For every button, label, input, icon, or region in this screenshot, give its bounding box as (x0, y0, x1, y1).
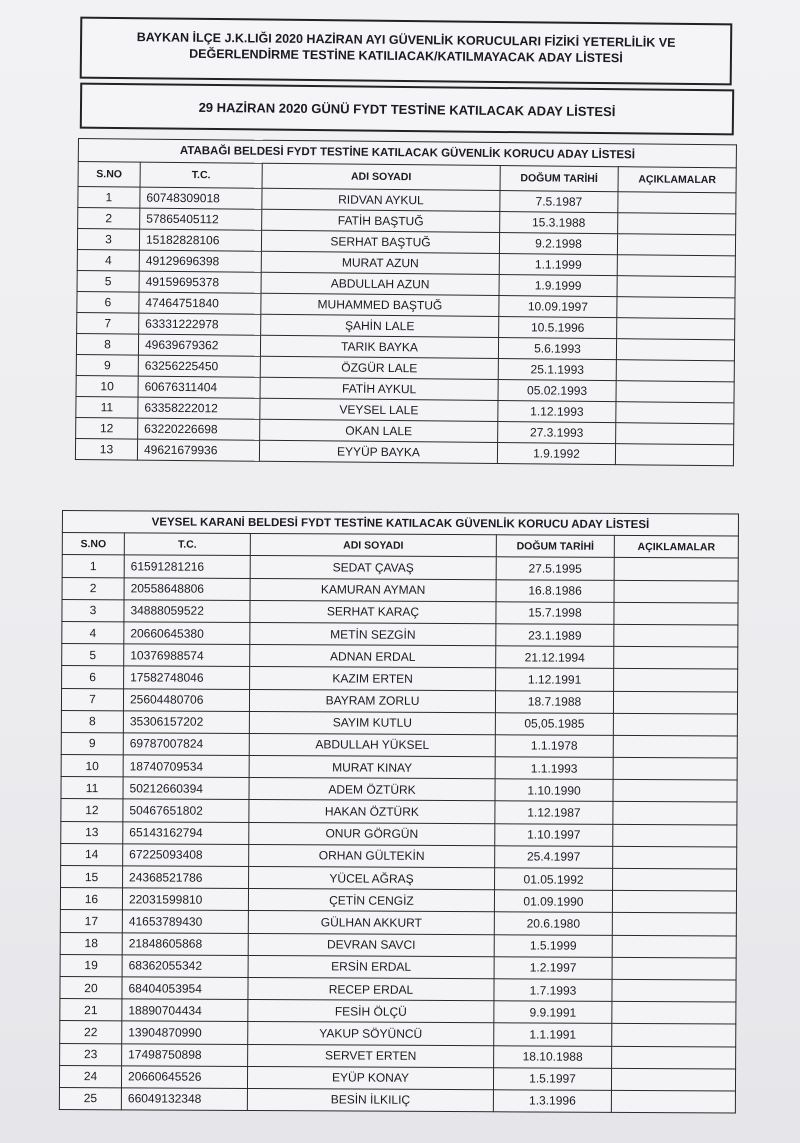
cell-notes (614, 624, 738, 647)
cell-notes (613, 802, 737, 825)
cell-name: HAKAN ÖZTÜRK (249, 800, 495, 823)
cell-dob: 1.5.1999 (494, 934, 612, 957)
cell-name: SEDAT ÇAVAŞ (250, 556, 496, 579)
cell-dob: 1.1.1991 (494, 1023, 612, 1046)
cell-tc: 50212660394 (123, 777, 249, 800)
header-sno: S.NO (78, 162, 140, 188)
cell-dob: 5.6.1993 (498, 338, 616, 360)
cell-notes (614, 558, 738, 581)
cell-dob: 1.9.1992 (497, 443, 615, 465)
cell-name: ORHAN GÜLTEKİN (249, 844, 495, 867)
cell-name: FATİH BAŞTUĞ (262, 209, 500, 232)
cell-name: ADEM ÖZTÜRK (249, 778, 495, 801)
cell-dob: 9.2.1998 (499, 233, 617, 255)
cell-notes (613, 780, 737, 803)
cell-sno: 2 (62, 577, 124, 600)
cell-name: TARIK BAYKA (260, 335, 498, 358)
cell-dob: 25.4.1997 (495, 846, 613, 869)
cell-notes (618, 213, 736, 235)
cell-tc: 66049132348 (121, 1088, 247, 1111)
cell-sno: 5 (62, 644, 124, 667)
cell-sno: 24 (59, 1065, 121, 1088)
cell-sno: 25 (59, 1087, 121, 1110)
cell-tc: 15182828106 (139, 229, 261, 251)
cell-dob: 27.5.1995 (496, 557, 614, 580)
cell-notes (613, 713, 737, 736)
cell-notes (614, 580, 738, 603)
cell-tc: 24368521786 (123, 866, 249, 889)
atabagi-candidate-table (75, 138, 737, 466)
cell-sno: 7 (77, 312, 139, 334)
cell-sno: 3 (77, 229, 139, 251)
cell-sno: 6 (77, 291, 139, 313)
cell-notes (611, 1090, 735, 1113)
cell-tc: 69787007824 (123, 733, 249, 756)
table-row (59, 1087, 735, 1113)
cell-sno: 3 (62, 599, 124, 622)
cell-notes (612, 935, 736, 958)
cell-name: RECEP ERDAL (248, 977, 494, 1000)
cell-sno: 1 (78, 187, 140, 209)
cell-notes (616, 381, 734, 403)
cell-notes (612, 913, 736, 936)
cell-name: KAMURAN AYMAN (250, 578, 496, 601)
cell-sno: 8 (61, 710, 123, 733)
cell-notes (613, 824, 737, 847)
cell-dob: 1.9.1999 (499, 275, 617, 297)
cell-sno: 1 (62, 555, 124, 578)
cell-notes (612, 957, 736, 980)
cell-sno: 22 (60, 1021, 122, 1044)
cell-notes (612, 891, 736, 914)
cell-name: MURAT KINAY (249, 756, 495, 779)
cell-tc: 49129696398 (139, 250, 261, 272)
cell-name: SERVET ERTEN (248, 1044, 494, 1067)
cell-tc: 57865405112 (140, 208, 262, 230)
cell-dob: 1.1.1993 (495, 757, 613, 780)
cell-notes (617, 297, 735, 319)
cell-dob: 7.5.1987 (500, 191, 618, 213)
cell-tc: 47464751840 (139, 292, 261, 314)
cell-notes (617, 318, 735, 340)
cell-tc: 60676311404 (138, 376, 260, 398)
cell-name: EYYÜP BAYKA (259, 440, 497, 463)
cell-notes (618, 192, 736, 214)
cell-sno: 19 (60, 954, 122, 977)
cell-sno: 12 (61, 799, 123, 822)
cell-sno: 6 (62, 666, 124, 689)
cell-name: ONUR GÖRGÜN (249, 822, 495, 845)
cell-name: METİN SEZGİN (250, 622, 496, 645)
cell-name: ABDULLAH YÜKSEL (249, 733, 495, 756)
cell-sno: 7 (61, 688, 123, 711)
cell-dob: 15.3.1988 (500, 212, 618, 234)
cell-tc: 10376988574 (124, 644, 250, 667)
cell-sno: 14 (61, 843, 123, 866)
cell-name: VEYSEL LALE (260, 398, 498, 421)
cell-sno: 13 (61, 821, 123, 844)
cell-tc: 17582748046 (124, 666, 250, 689)
cell-name: RIDVAN AYKUL (262, 188, 500, 211)
cell-tc: 67225093408 (123, 844, 249, 867)
cell-name: SAYIM KUTLU (249, 711, 495, 734)
cell-tc: 13904870990 (122, 1021, 248, 1044)
document-subtitle-box (80, 83, 734, 136)
cell-dob: 18.7.1988 (495, 690, 613, 713)
header-tc: T.C. (124, 533, 250, 556)
table-caption: VEYSEL KARANİ BELDESİ FYDT TESTİNE KATILACAK GÜVENLİK KORUCU ADAY LİSTESİ (62, 511, 738, 537)
cell-dob: 1.12.1987 (495, 801, 613, 824)
cell-name: MUHAMMED BAŞTUĞ (261, 293, 499, 316)
cell-dob: 1.5.1997 (493, 1067, 611, 1090)
table-caption: ATABAĞI BELDESİ FYDT TESTİNE KATILACAK GÜVENLİK KORUCU ADAY LİSTESİ (78, 139, 736, 168)
cell-dob: 05,05.1985 (495, 712, 613, 735)
cell-name: FATİH AYKUL (260, 377, 498, 400)
cell-notes (613, 868, 737, 891)
document-subtitle: 29 HAZİRAN 2020 GÜNÜ FYDT TESTİNE KATILACAK ADAY LİSTESİ (198, 99, 616, 120)
cell-dob: 1.7.1993 (494, 979, 612, 1002)
cell-tc: 41653789430 (122, 910, 248, 933)
cell-dob: 18.10.1988 (494, 1045, 612, 1068)
cell-notes (612, 1024, 736, 1047)
cell-name: MURAT AZUN (261, 251, 499, 274)
header-tc: T.C. (140, 162, 262, 188)
cell-sno: 10 (76, 375, 138, 397)
cell-name: EYÜP KONAY (247, 1066, 493, 1089)
cell-tc: 18740709534 (123, 755, 249, 778)
cell-tc: 50467651802 (123, 799, 249, 822)
cell-sno: 21 (60, 999, 122, 1022)
cell-name: YÜCEL AĞRAŞ (249, 866, 495, 889)
cell-dob: 15.7.1998 (496, 602, 614, 625)
cell-dob: 21.12.1994 (496, 646, 614, 669)
cell-notes (616, 360, 734, 382)
cell-sno: 13 (75, 438, 137, 460)
cell-sno: 23 (60, 1043, 122, 1066)
cell-sno: 9 (61, 732, 123, 755)
cell-tc: 34888059522 (124, 600, 250, 623)
cell-notes (617, 255, 735, 277)
cell-tc: 20660645526 (121, 1066, 247, 1089)
cell-notes (613, 846, 737, 869)
cell-dob: 1.1.1978 (495, 735, 613, 758)
cell-sno: 11 (76, 396, 138, 418)
cell-dob: 1.12.1993 (498, 401, 616, 423)
cell-sno: 11 (61, 777, 123, 800)
cell-notes (616, 423, 734, 445)
cell-notes (611, 1068, 735, 1091)
veysel-karani-candidate-table (59, 510, 739, 1114)
cell-tc: 49159695378 (139, 271, 261, 293)
cell-dob: 23.1.1989 (496, 624, 614, 647)
cell-name: FESİH ÖLÇÜ (248, 1000, 494, 1023)
cell-dob: 20.6.1980 (494, 912, 612, 935)
cell-name: ÖZGÜR LALE (260, 356, 498, 379)
cell-dob: 01.09.1990 (494, 890, 612, 913)
cell-notes (612, 1046, 736, 1069)
cell-notes (614, 647, 738, 670)
cell-name: ŞAHİN LALE (261, 314, 499, 337)
cell-tc: 63358222012 (138, 397, 260, 419)
cell-name: SERHAT KARAÇ (250, 600, 496, 623)
cell-tc: 49639679362 (138, 334, 260, 356)
cell-tc: 63220226698 (138, 418, 260, 440)
cell-dob: 16.8.1986 (496, 579, 614, 602)
cell-name: GÜLHAN AKKURT (248, 911, 494, 934)
cell-tc: 17498750898 (122, 1043, 248, 1066)
cell-dob: 05.02.1993 (498, 380, 616, 402)
cell-dob: 1.3.1996 (493, 1090, 611, 1113)
cell-sno: 15 (61, 865, 123, 888)
cell-dob: 01.05.1992 (495, 868, 613, 891)
cell-sno: 9 (76, 354, 138, 376)
cell-tc: 60748309018 (140, 187, 262, 209)
cell-name: SERHAT BAŞTUĞ (261, 230, 499, 253)
cell-tc: 68362055342 (122, 955, 248, 978)
cell-notes (613, 757, 737, 780)
cell-tc: 25604480706 (123, 688, 249, 711)
cell-tc: 22031599810 (122, 888, 248, 911)
cell-tc: 20660645380 (124, 622, 250, 645)
cell-tc: 63256225450 (138, 355, 260, 377)
cell-sno: 8 (76, 333, 138, 355)
header-notes: AÇIKLAMALAR (614, 536, 738, 559)
header-name: ADI SOYADI (250, 534, 496, 557)
cell-notes (616, 339, 734, 361)
cell-name: BESİN İLKILIÇ (247, 1088, 493, 1111)
cell-notes (617, 234, 735, 256)
cell-notes (613, 691, 737, 714)
header-dob: DOĞUM TARİHİ (500, 166, 618, 192)
cell-notes (616, 402, 734, 424)
cell-name: YAKUP SÖYÜNCÜ (248, 1022, 494, 1045)
cell-tc: 49621679936 (137, 439, 259, 461)
cell-sno: 16 (60, 888, 122, 911)
header-name: ADI SOYADI (262, 163, 500, 190)
cell-sno: 5 (77, 270, 139, 292)
title-line-2: DEĞERLENDİRME TESTİNE KATILIACAK/KATILMAYACAK ADAY LİSTESİ (189, 46, 623, 66)
cell-sno: 4 (62, 621, 124, 644)
cell-notes (612, 1002, 736, 1025)
cell-name: DEVRAN SAVCI (248, 933, 494, 956)
cell-name: ADNAN ERDAL (250, 645, 496, 668)
cell-name: OKAN LALE (260, 419, 498, 442)
cell-name: ÇETİN CENGİZ (248, 889, 494, 912)
cell-dob: 10.5.1996 (499, 317, 617, 339)
cell-sno: 10 (61, 755, 123, 778)
cell-dob: 27.3.1993 (498, 422, 616, 444)
cell-dob: 1.12.1991 (496, 668, 614, 691)
cell-name: BAYRAM ZORLU (249, 689, 495, 712)
cell-name: KAZIM ERTEN (250, 667, 496, 690)
cell-dob: 1.1.1999 (499, 254, 617, 276)
cell-notes (612, 979, 736, 1002)
cell-notes (613, 735, 737, 758)
cell-tc: 68404053954 (122, 977, 248, 1000)
cell-dob: 10.09.1997 (499, 296, 617, 318)
cell-notes (617, 276, 735, 298)
cell-dob: 1.10.1990 (495, 779, 613, 802)
header-dob: DOĞUM TARİHİ (496, 535, 614, 558)
cell-sno: 18 (60, 932, 122, 955)
cell-name: ERSİN ERDAL (248, 955, 494, 978)
header-sno: S.NO (62, 533, 124, 556)
cell-sno: 17 (60, 910, 122, 933)
cell-notes (614, 602, 738, 625)
cell-notes (615, 444, 733, 466)
header-notes: AÇIKLAMALAR (618, 167, 736, 193)
cell-tc: 61591281216 (124, 555, 250, 578)
cell-sno: 12 (76, 417, 138, 439)
cell-dob: 9.9.1991 (494, 1001, 612, 1024)
cell-tc: 65143162794 (123, 821, 249, 844)
cell-sno: 4 (77, 249, 139, 271)
cell-dob: 25.1.1993 (498, 359, 616, 381)
document-title-box (80, 17, 733, 86)
cell-notes (614, 669, 738, 692)
cell-tc: 63331222978 (139, 313, 261, 335)
cell-tc: 20558648806 (124, 577, 250, 600)
cell-name: ABDULLAH AZUN (261, 272, 499, 295)
cell-tc: 35306157202 (123, 711, 249, 734)
cell-tc: 18890704434 (122, 999, 248, 1022)
title-line-1: BAYKAN İLÇE J.K.LIĞI 2020 HAZİRAN AYI GÜVENLİK KORUCULARI FİZİKİ YETERLİLİK VE (136, 30, 676, 50)
cell-sno: 20 (60, 976, 122, 999)
cell-dob: 1.2.1997 (494, 957, 612, 980)
cell-tc: 21848605868 (122, 932, 248, 955)
cell-dob: 1.10.1997 (495, 823, 613, 846)
cell-sno: 2 (78, 208, 140, 230)
